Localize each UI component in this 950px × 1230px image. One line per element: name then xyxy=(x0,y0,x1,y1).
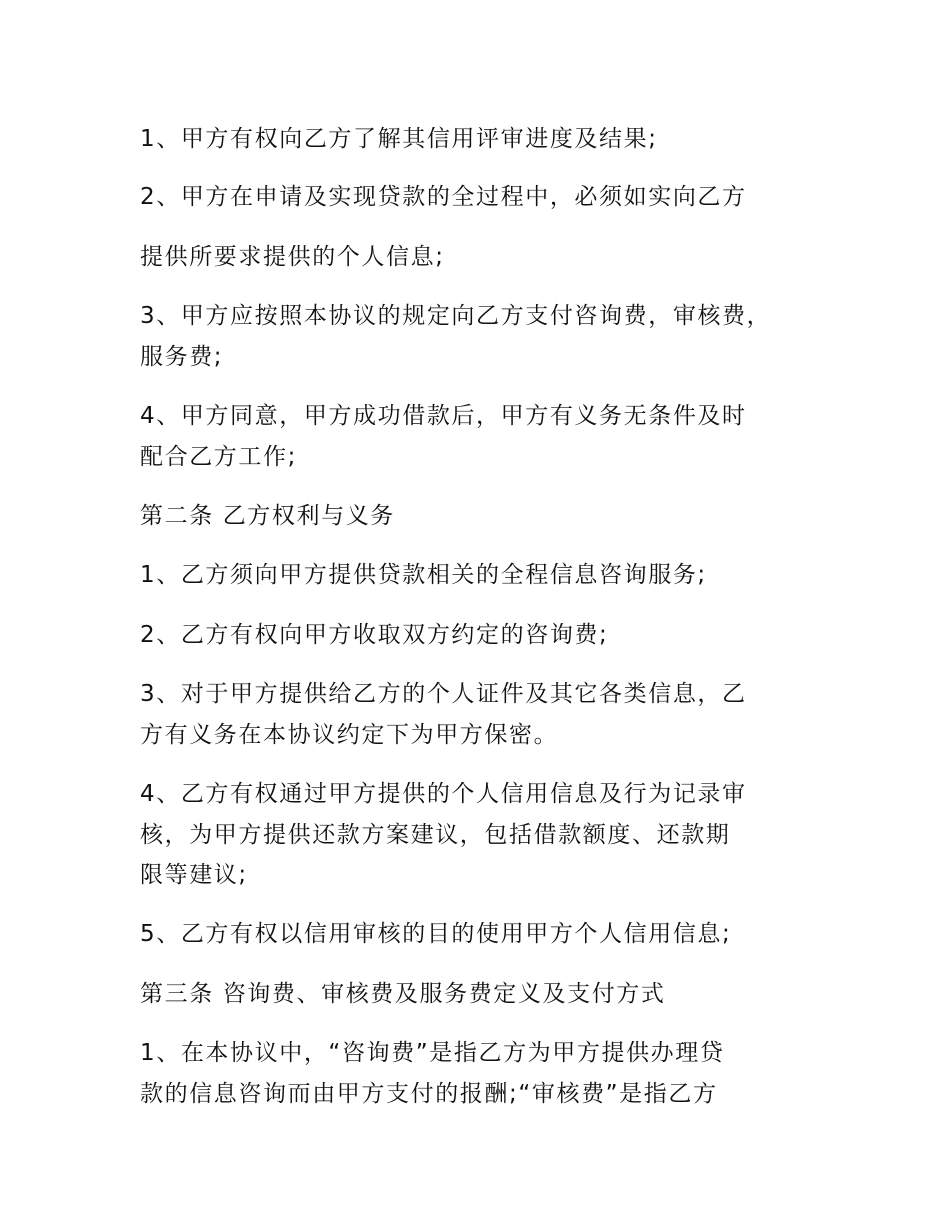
clause-2-4-line-1: 4、乙方有权通过甲方提供的个人信用信息及行为记录审 xyxy=(140,781,747,807)
article-2-heading: 第二条 乙方权利与义务 xyxy=(140,503,395,529)
clause-1-4-line-1: 4、甲方同意，甲方成功借款后，甲方有义务无条件及时 xyxy=(140,403,747,429)
clause-3-1-line-1: 1、在本协议中，“咨询费”是指乙方为甲方提供办理贷 xyxy=(140,1040,725,1066)
article-3-heading: 第三条 咨询费、审核费及服务费定义及支付方式 xyxy=(140,981,666,1007)
clause-2-3-line-1: 3、对于甲方提供给乙方的个人证件及其它各类信息，乙 xyxy=(140,681,747,707)
clause-2-4-line-3: 限等建议; xyxy=(140,862,248,888)
clause-1-4-line-2: 配合乙方工作; xyxy=(140,444,297,470)
clause-2-3-line-2: 方有义务在本协议约定下为甲方保密。 xyxy=(140,722,559,748)
clause-1-2-line-2: 提供所要求提供的个人信息; xyxy=(140,244,445,270)
clause-1-3-line-1: 3、甲方应按照本协议的规定向乙方支付咨询费，审核费， xyxy=(140,303,772,329)
clause-1-2-line-1: 2、甲方在申请及实现贷款的全过程中，必须如实向乙方 xyxy=(140,184,747,210)
clause-1-1-line: 1、甲方有权向乙方了解其信用评审进度及结果; xyxy=(140,126,658,152)
clause-2-4-line-2: 核，为甲方提供还款方案建议，包括借款额度、还款期 xyxy=(140,822,731,848)
clause-2-1-line: 1、乙方须向甲方提供贷款相关的全程信息咨询服务; xyxy=(140,562,707,588)
clause-2-2-line: 2、乙方有权向甲方收取双方约定的咨询费; xyxy=(140,622,609,648)
clause-3-1-line-2: 款的信息咨询而由甲方支付的报酬;“审核费”是指乙方 xyxy=(140,1081,718,1107)
clause-2-5-line: 5、乙方有权以信用审核的目的使用甲方个人信用信息; xyxy=(140,921,732,947)
clause-1-3-line-2: 服务费; xyxy=(140,344,224,370)
